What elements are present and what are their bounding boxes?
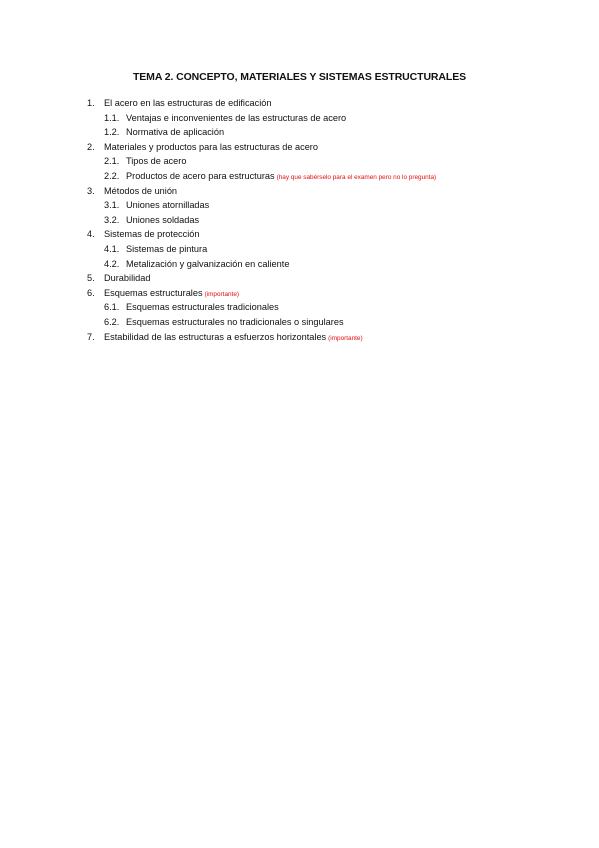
item-text bbox=[126, 198, 209, 213]
item-text bbox=[104, 96, 272, 111]
outline-item-7 bbox=[0, 330, 599, 345]
item-label: Esquemas estructurales no tradicionales o singulares bbox=[126, 316, 344, 327]
item-text bbox=[126, 111, 346, 126]
item-number: 3.1. bbox=[104, 200, 120, 211]
item-number: 6. bbox=[87, 287, 95, 298]
item-number: 4.1. bbox=[104, 243, 120, 254]
item-label: Durabilidad bbox=[104, 273, 151, 284]
outline-item-4-1 bbox=[0, 242, 599, 257]
outline-item-1 bbox=[0, 96, 599, 111]
item-label: Ventajas e inconvenientes de las estructuras de acero bbox=[126, 112, 347, 123]
item-label: Sistemas de protección bbox=[104, 229, 200, 240]
item-label: Esquemas estructurales tradicionales bbox=[126, 302, 279, 313]
item-label: Uniones soldadas bbox=[126, 214, 200, 225]
item-number: 4.2. bbox=[104, 258, 120, 269]
outline-item-6-2 bbox=[0, 315, 599, 330]
item-note: (importante) bbox=[204, 290, 240, 298]
item-text bbox=[126, 257, 289, 272]
item-number: 6.2. bbox=[104, 316, 120, 327]
item-label: Productos de acero para estructuras bbox=[126, 170, 275, 181]
item-text bbox=[104, 227, 200, 242]
outline-item-5 bbox=[0, 271, 599, 286]
outline-item-2-2 bbox=[0, 169, 599, 184]
item-label: Normativa de aplicación bbox=[126, 127, 225, 138]
topic-outline bbox=[0, 96, 599, 344]
item-number: 2.2. bbox=[104, 170, 120, 181]
item-number: 4. bbox=[87, 229, 95, 240]
item-text bbox=[104, 140, 318, 155]
item-text bbox=[126, 125, 224, 140]
outline-item-4-2 bbox=[0, 257, 599, 272]
outline-item-1-2 bbox=[0, 125, 599, 140]
item-text bbox=[126, 315, 344, 330]
item-text bbox=[126, 213, 199, 228]
item-text bbox=[126, 242, 207, 257]
document-title: TEMA 2. CONCEPTO, MATERIALES Y SISTEMAS ESTRUCTURALES bbox=[132, 71, 467, 83]
outline-item-1-1 bbox=[0, 111, 599, 126]
item-number: 2. bbox=[87, 141, 95, 152]
outline-item-2-1 bbox=[0, 154, 599, 169]
outline-item-2 bbox=[0, 140, 599, 155]
item-text bbox=[104, 271, 150, 286]
item-label: Esquemas estructurales bbox=[104, 287, 203, 298]
outline-item-3 bbox=[0, 184, 599, 199]
outline-item-6-1 bbox=[0, 300, 599, 315]
outline-item-4 bbox=[0, 227, 599, 242]
item-number: 7. bbox=[87, 331, 95, 342]
item-number: 3. bbox=[87, 185, 95, 196]
item-number: 1.2. bbox=[104, 127, 120, 138]
item-number: 5. bbox=[87, 273, 95, 284]
item-label: El acero en las estructuras de edificación bbox=[104, 98, 272, 108]
item-note: (importante) bbox=[328, 334, 363, 342]
item-text bbox=[126, 300, 279, 315]
outline-item-3-2 bbox=[0, 213, 599, 228]
item-text bbox=[104, 184, 177, 199]
outline-item-3-1 bbox=[0, 198, 599, 213]
item-number: 2.1. bbox=[104, 156, 120, 167]
item-label: Metalización y galvanización en caliente bbox=[126, 258, 290, 269]
item-text bbox=[126, 154, 186, 169]
item-number: 1. bbox=[87, 98, 95, 108]
item-text bbox=[104, 330, 363, 347]
item-number: 1.1. bbox=[104, 112, 120, 123]
item-note: (hay que sabérselo para el examen pero no lo pregunta) bbox=[276, 173, 437, 181]
item-label: Sistemas de pintura bbox=[126, 243, 208, 254]
item-label: Uniones atornilladas bbox=[126, 200, 210, 211]
item-label: Tipos de acero bbox=[126, 156, 187, 167]
item-label: Estabilidad de las estructuras a esfuerzos horizontales bbox=[104, 331, 327, 342]
item-label: Métodos de unión bbox=[104, 185, 178, 196]
item-number: 3.2. bbox=[104, 214, 120, 225]
outline-item-6 bbox=[0, 286, 599, 301]
item-number: 6.1. bbox=[104, 302, 120, 313]
item-label: Materiales y productos para las estructuras de acero bbox=[104, 141, 318, 152]
